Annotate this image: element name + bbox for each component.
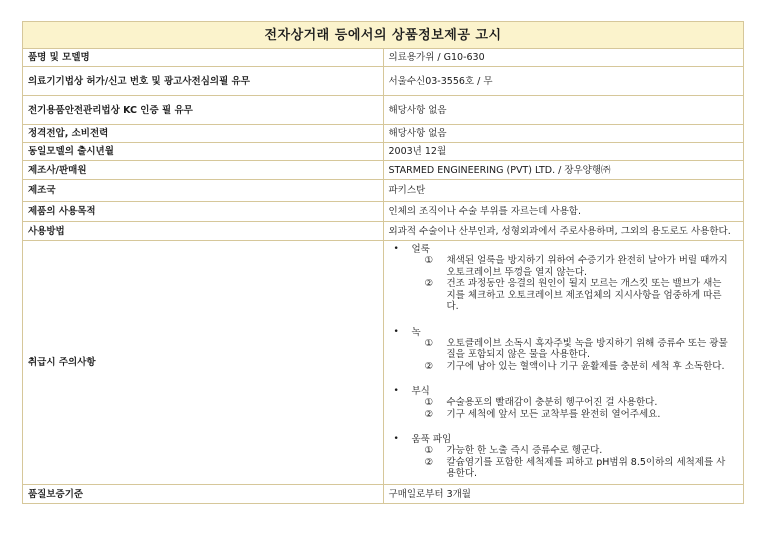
row-label-model: 품명 및 모델명 [23, 49, 384, 67]
item-number: ① [424, 255, 434, 266]
row-value-permit: 서울수신03-3556호 / 무 [383, 67, 744, 96]
row-label-usage: 사용방법 [23, 222, 384, 241]
item-text: 기구에 남아 있는 혈액이나 기구 윤활제를 충분히 세척 후 소독한다. [446, 360, 725, 372]
bullet-icon: • [393, 386, 399, 396]
caution-section-rust [389, 327, 739, 373]
bullet-icon: • [393, 326, 399, 337]
row-value-usage: 외과적 수술이나 산부인과, 성형외과에서 주로사용하며, 그외의 용도로도 사용한다. [383, 222, 744, 241]
caution-heading: 움푹 파임 [411, 434, 452, 445]
row-value-manufacturer: STARMED ENGINEERING (PVT) LTD. / 장우양행㈜ [383, 161, 744, 180]
bullet-icon: • [393, 434, 399, 444]
table-row [23, 96, 744, 125]
item-number: ① [424, 397, 434, 408]
caution-section-corrosion [389, 386, 739, 420]
table-title: 전자상거래 등에서의 상품정보제공 고시 [23, 22, 744, 49]
bullet-icon: • [393, 244, 399, 254]
row-value-country: 파키스탄 [383, 180, 744, 202]
row-value-kc: 해당사항 없음 [383, 96, 744, 125]
list-item [409, 338, 739, 361]
caution-section-stain [389, 244, 739, 313]
table-row [23, 241, 744, 485]
table-row [23, 67, 744, 96]
item-text: 오토클레이브 소독시 흑자주빛 녹을 방지하기 위해 증류수 또는 광물질을 포함되지 않은 물을 사용한다. [446, 337, 728, 360]
row-label-warranty: 품질보증기준 [23, 485, 384, 504]
row-value-caution [383, 241, 744, 485]
table-row [23, 143, 744, 161]
row-value-voltage: 해당사항 없음 [383, 125, 744, 143]
row-label-caution: 취급시 주의사항 [23, 241, 384, 485]
row-label-permit: 의료기기법상 허가/신고 번호 및 광고사전심의필 유무 [23, 67, 384, 96]
item-text: 기구 세척에 앞서 모든 교착부를 완전히 열어주세요. [446, 408, 661, 420]
caution-heading: 녹 [411, 326, 421, 338]
row-value-model: 의료용가위 / G10-630 [383, 49, 744, 67]
table-row [23, 180, 744, 202]
list-item [409, 361, 739, 373]
caution-heading: 얼룩 [411, 244, 430, 255]
item-number: ② [424, 278, 434, 289]
row-value-warranty: 구매일로부터 3개월 [383, 485, 744, 504]
table-row [23, 222, 744, 241]
table-row [23, 202, 744, 222]
caution-heading: 부식 [411, 386, 430, 397]
table-row [23, 161, 744, 180]
list-item [409, 278, 739, 313]
item-number: ② [424, 408, 434, 420]
row-value-purpose: 인체의 조직이나 수술 부위를 자르는데 사용함. [383, 202, 744, 222]
list-item [409, 445, 739, 457]
list-item [409, 255, 739, 278]
list-item [409, 457, 739, 480]
row-label-manufacturer: 제조사/판매원 [23, 161, 384, 180]
item-number: ① [424, 337, 434, 349]
caution-list [389, 244, 739, 480]
row-label-release: 동일모델의 출시년월 [23, 143, 384, 161]
item-text: 수술용포의 빨래감이 충분히 헹구어진 걸 사용한다. [446, 397, 658, 408]
row-value-release: 2003년 12월 [383, 143, 744, 161]
list-item [409, 397, 739, 409]
item-text: 가능한 한 노출 즉시 증류수로 헹군다. [446, 445, 603, 456]
list-item [409, 409, 739, 421]
item-text: 칼슘염기를 포함한 세척제를 피하고 pH범위 8.5이하의 세척제를 사용한다. [446, 456, 726, 479]
item-text: 건조 과정동안 응결의 원인이 될지 모르는 개스킷 또는 밸브가 새는지를 체크하고 오토크레이브 제조업체의 지시사항을 엄중하게 따른다. [446, 278, 722, 312]
table-row [23, 485, 744, 504]
item-number: ② [424, 456, 434, 468]
table-row [23, 125, 744, 143]
title-row [23, 22, 744, 49]
row-label-kc: 전기용품안전관리법상 KC 인증 필 유무 [23, 96, 384, 125]
row-label-purpose: 제품의 사용목적 [23, 202, 384, 222]
row-label-voltage: 정격전압, 소비전력 [23, 125, 384, 143]
item-number: ① [424, 445, 434, 456]
item-text: 채색된 얼룩을 방지하기 위하여 수증기가 완전히 날아가 버릴 때까지 오토크레이브 뚜껑을 열지 않는다. [446, 255, 728, 278]
product-info-notice-table [22, 21, 744, 504]
row-label-country: 제조국 [23, 180, 384, 202]
table-row [23, 49, 744, 67]
caution-section-pitting [389, 434, 739, 480]
item-number: ② [424, 360, 434, 372]
